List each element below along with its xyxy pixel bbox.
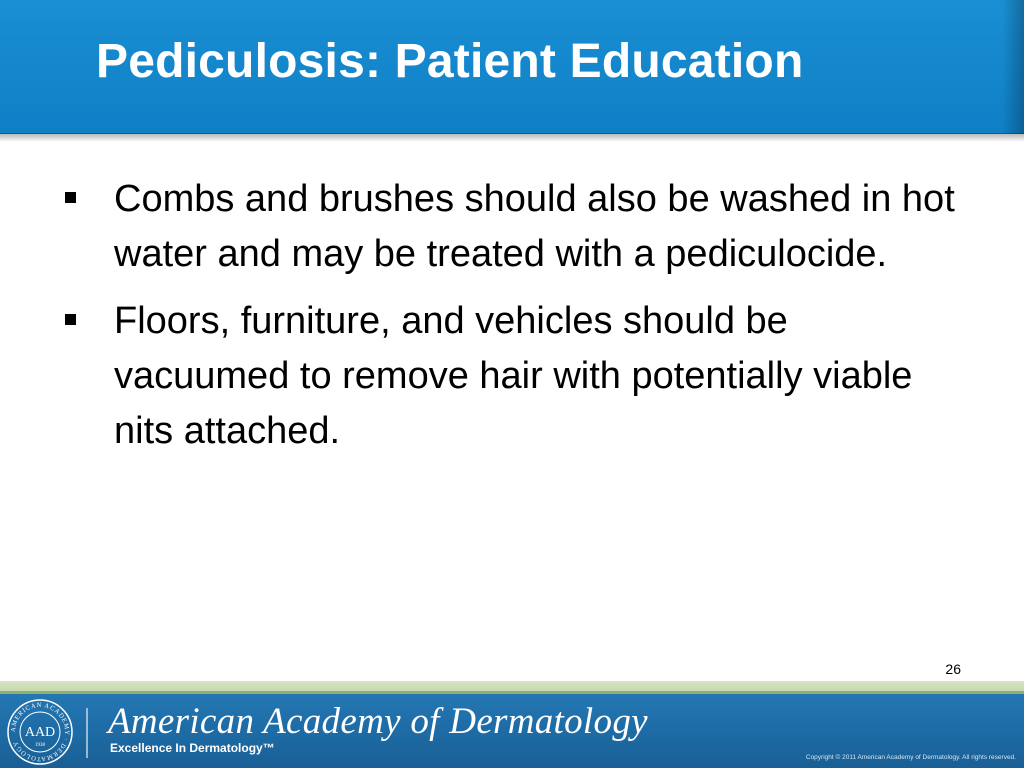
- slide-number: 26: [945, 661, 961, 677]
- copyright-notice: Copyright © 2011 American Academy of Dermatology. All rights reserved.: [805, 754, 1016, 761]
- bullet-item: [60, 294, 960, 459]
- aad-seal-icon: [6, 698, 74, 766]
- seal-year: 1938: [35, 743, 45, 748]
- footer-divider: [86, 708, 88, 758]
- bullet-item: [60, 172, 960, 282]
- bullet-text: Combs and brushes should also be washed in hot water and may be treated with a pediculocide.: [114, 178, 955, 275]
- footer-accent-stripe: [0, 681, 1024, 691]
- organization-name: American Academy of Dermatology: [108, 701, 648, 742]
- slide-title: Pediculosis: Patient Education: [96, 35, 804, 88]
- square-bullet-icon: [65, 192, 76, 203]
- seal-ring-text: AMERICAN ACADEMY · DERMATOLOGY: [9, 701, 71, 763]
- square-bullet-icon: [65, 314, 76, 325]
- bullet-text: Floors, furniture, and vehicles should be vacuumed to remove hair with potentially viable nits attached.: [114, 300, 913, 452]
- title-bar-shade: [1002, 0, 1024, 134]
- title-bar-shadow: [0, 134, 1024, 142]
- seal-monogram: AAD: [24, 725, 56, 740]
- bullet-list: [60, 172, 960, 471]
- organization-tagline: Excellence In Dermatology™: [110, 741, 275, 755]
